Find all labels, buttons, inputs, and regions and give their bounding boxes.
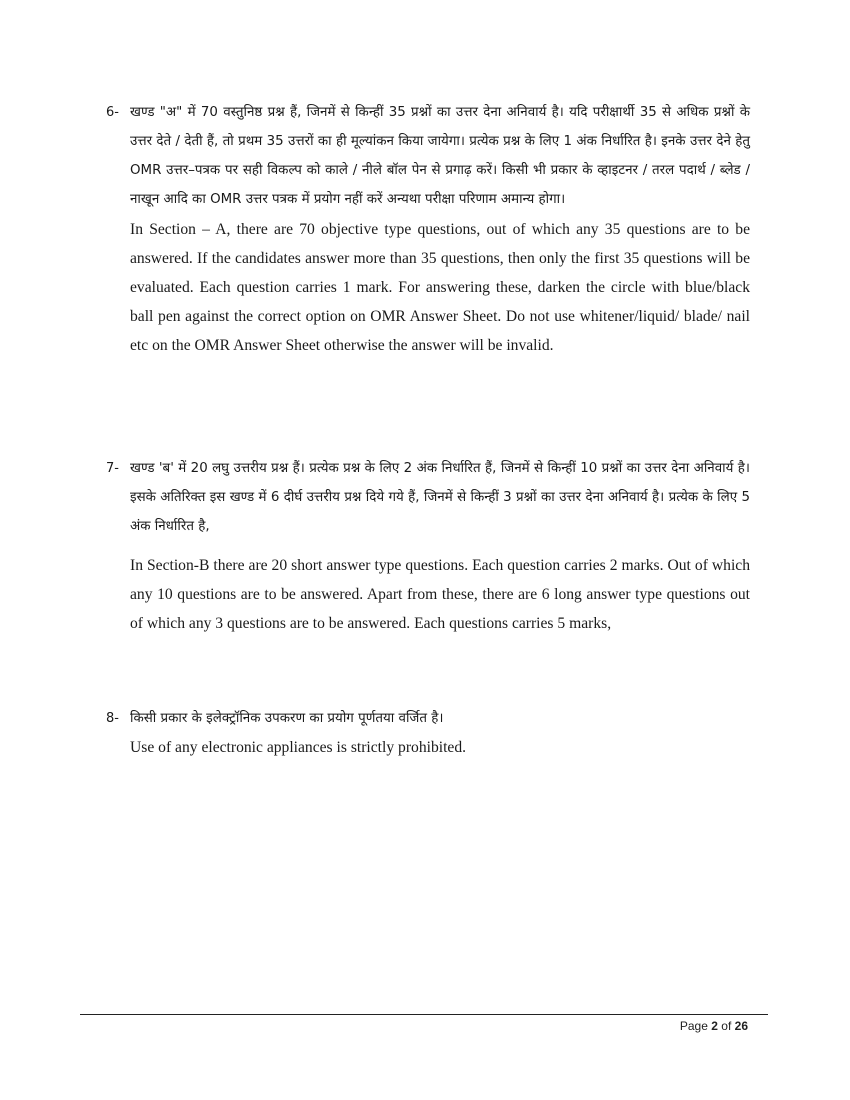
instruction-english-text: In Section-B there are 20 short answer type questions. Each question carries 2 marks. Out of which any 10 questions are to be answered. Apart from these, there are 6 long answer type questions out of which any 3 questions are to be answered. Each questions carries 5 marks, [130,557,750,632]
footer-divider [80,1014,768,1015]
instruction-hindi-text: खण्ड "अ" में 70 वस्तुनिष्ठ प्रश्न हैं, जिनमें से किन्हीं 35 प्रश्नों का उत्तर देना अनिवार्य है। यदि परीक्षार्थी 35 से अधिक प्रश्नों के उत्तर देते / देती हैं, तो प्रथम 35 उत्तरों का ही मूल्यांकन किया जायेगा। प्रत्येक प्रश्न के लिए 1 अंक निर्धारित है। इनके उत्तर देने हेतु OMR उत्तर–पत्रक पर सही विकल्प को काले / नीले बॉल पेन से प्रगाढ़ करें। किसी भी प्रकार के व्हाइटनर / तरल पदार्थ / ब्लेड / नाखून आदि का OMR उत्तर पत्रक में प्रयोग नहीं करें अन्यथा परीक्षा परिणाम अमान्य होगा। [130,105,750,207]
instruction-number: 6- [106,105,119,120]
page-label: Page [679,1019,708,1033]
instruction-7 [106,454,756,638]
of-label: of [721,1019,732,1033]
instruction-number: 7- [106,461,119,476]
instruction-english-text: In Section – A, there are 70 objective type questions, out of which any 35 questions are to be answered. If the candidates answer more than 35 questions, then only the first 35 questions will be evaluated. Each question carries 1 mark. For answering these, darken the circle with blue/black ball pen against the correct option on OMR Answer Sheet. Do not use whitener/liquid/ blade/ nail etc on the OMR Answer Sheet otherwise the answer will be invalid. [130,221,750,354]
instruction-8 [106,704,756,762]
instruction-6 [106,98,756,360]
current-page-number: 2 [711,1019,718,1033]
total-pages-number: 26 [734,1019,748,1033]
instruction-hindi-text: किसी प्रकार के इलेक्ट्रॉनिक उपकरण का प्रयोग पूर्णतया वर्जित है। [130,711,444,726]
instruction-english-text: Use of any electronic appliances is strictly prohibited. [130,739,467,756]
instruction-hindi-text: खण्ड 'ब' में 20 लघु उत्तरीय प्रश्न हैं। प्रत्येक प्रश्न के लिए 2 अंक निर्धारित हैं, जिनमें से किन्हीं 10 प्रश्नों का उत्तर देना अनिवार्य है। इसके अतिरिक्त इस खण्ड में 6 दीर्घ उत्तरीय प्रश्न दिये गये हैं, जिनमें से किन्हीं 3 प्रश्नों का उत्तर देना अनिवार्य है। प्रत्येक के लिए 5 अंक निर्धारित है, [130,461,750,534]
page-footer [600,1019,748,1033]
instruction-number: 8- [106,711,119,726]
